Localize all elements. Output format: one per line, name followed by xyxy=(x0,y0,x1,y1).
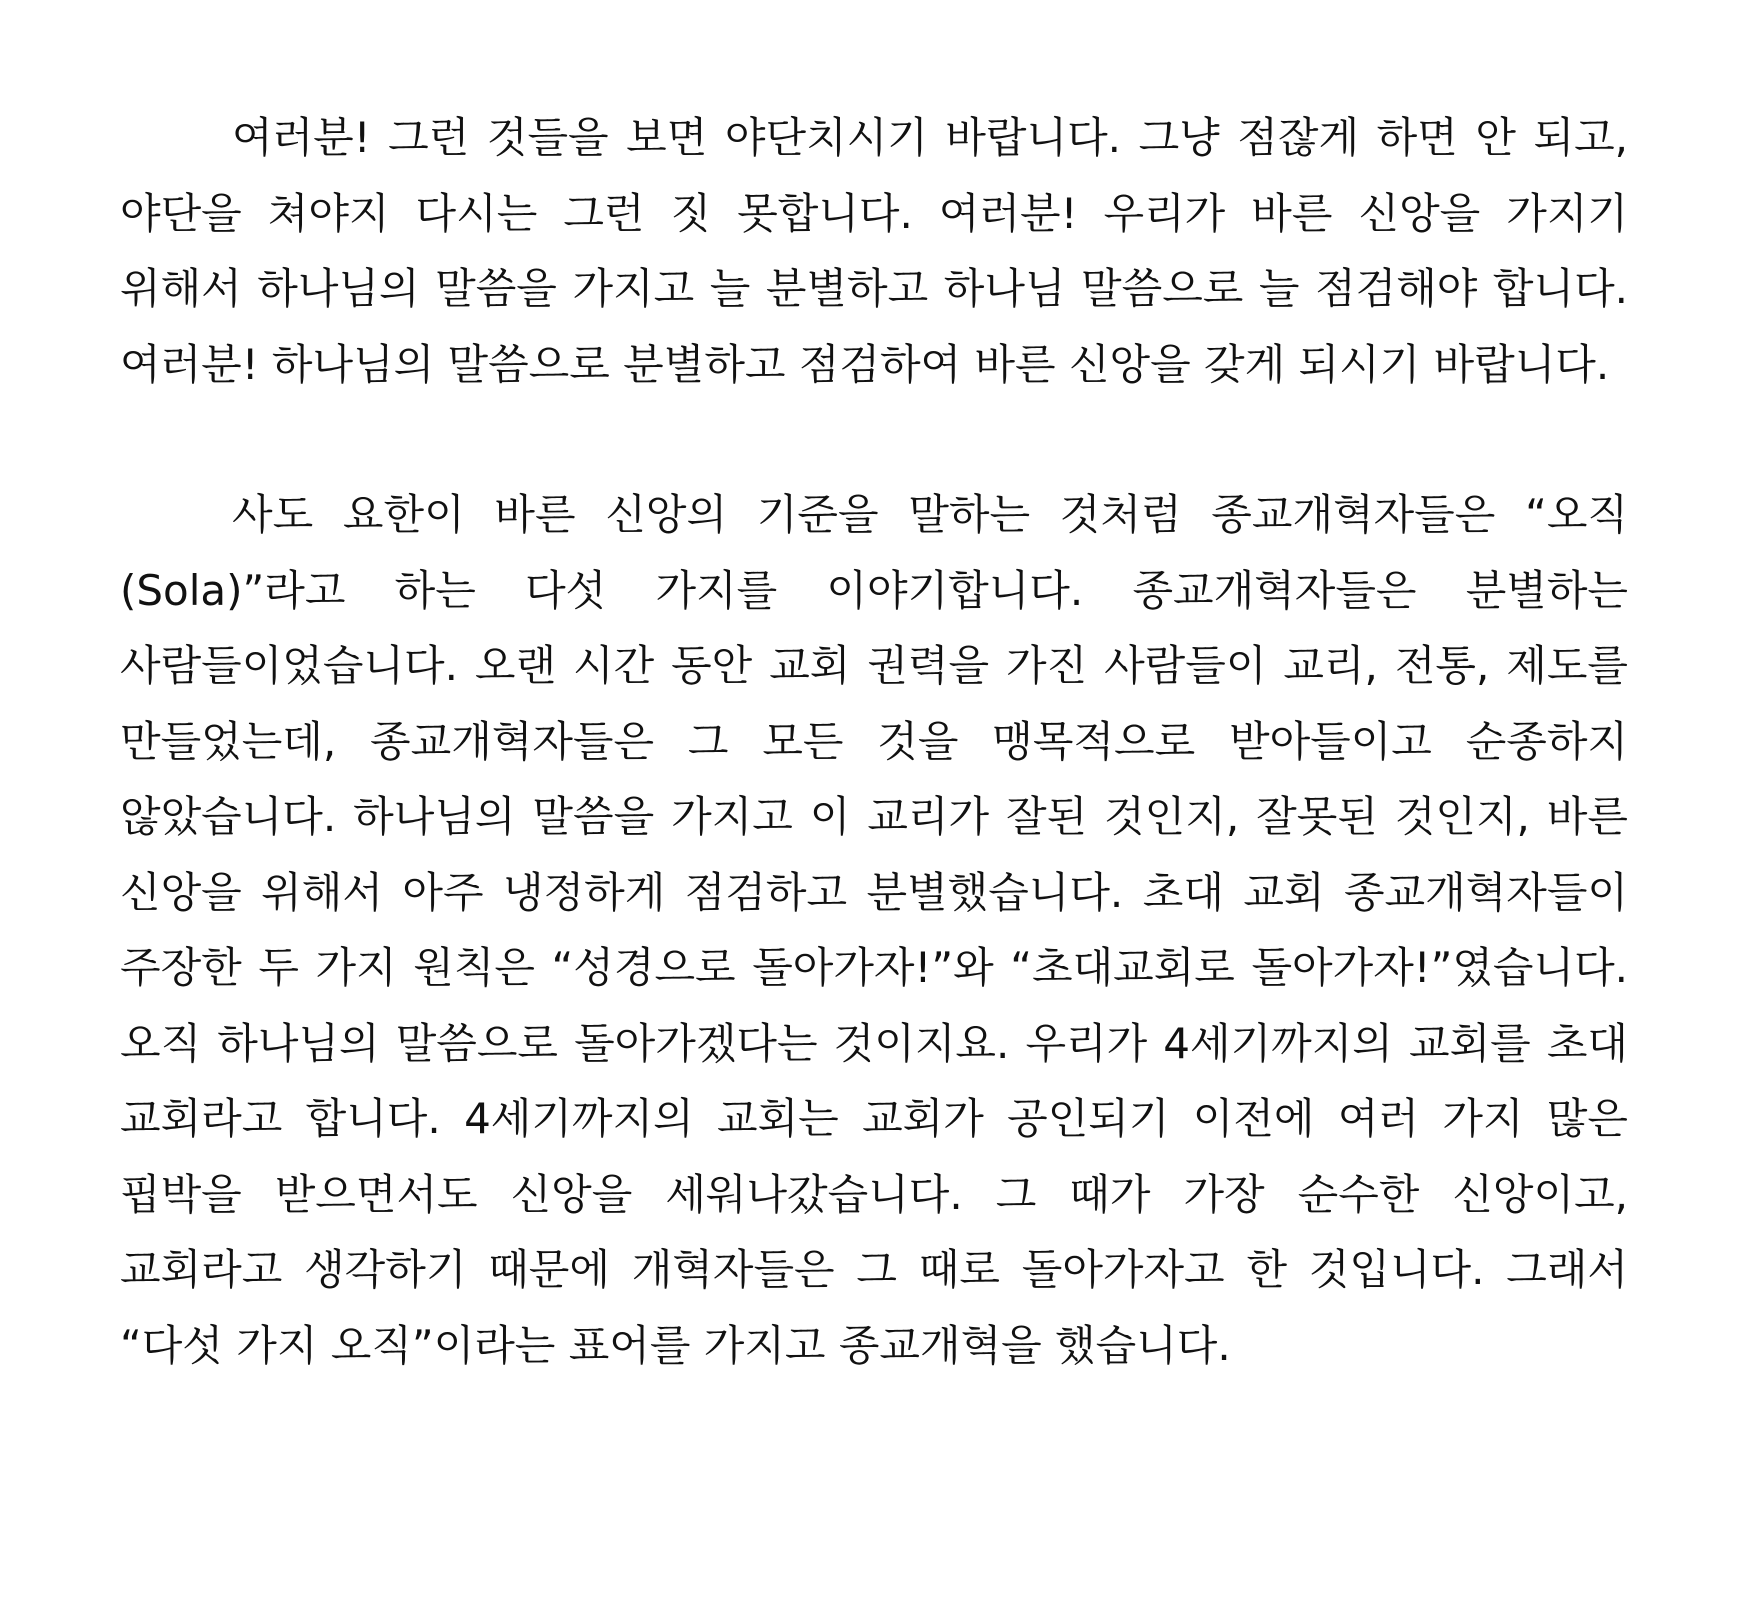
paragraph-1: 여러분! 그런 것들을 보면 야단치시기 바랍니다. 그냥 점잖게 하면 안 되고, 야단을 쳐야지 다시는 그런 짓 못합니다. 여러분! 우리가 바른 신앙을 가지기 위해서 하나님의 말씀을 가지고 늘 분별하고 하나님 말씀으로 늘 점검해야 합니다. 여러분! 하나님의 말씀으로 분별하고 점검하여 바른 신앙을 갖게 되시기 바랍니다. xyxy=(120,113,1628,389)
paragraph-2: 사도 요한이 바른 신앙의 기준을 말하는 것처럼 종교개혁자들은 “오직(Sola)”라고 하는 다섯 가지를 이야기합니다. 종교개혁자들은 분별하는 사람들이었습니다. 오랜 시간 동안 교회 권력을 가진 사람들이 교리, 전통, 제도를 만들었는데, 종교개혁자들은 그 모든 것을 맹목적으로 받아들이고 순종하지 않았습니다. 하나님의 말씀을 가지고 이 교리가 잘된 것인지, 잘못된 것인지, 바른 신앙을 위해서 아주 냉정하게 점검하고 분별했습니다. 초대 교회 종교개혁자들이 주장한 두 가지 원칙은 “성경으로 돌아가자!”와 “초대교회로 돌아가자!”였습니다. 오직 하나님의 말씀으로 돌아가겠다는 것이지요. 우리가 4세기까지의 교회를 초대 교회라고 합니다. 4세기까지의 교회는 교회가 공인되기 이전에 여러 가지 많은 핍박을 받으면서도 신앙을 세워나갔습니다. 그 때가 가장 순수한 신앙이고, 교회라고 생각하기 때문에 개혁자들은 그 때로 돌아가자고 한 것입니다. 그래서 “다섯 가지 오직”이라는 표어를 가지고 종교개혁을 했습니다. xyxy=(120,490,1628,1370)
document-page xyxy=(120,100,1628,1383)
